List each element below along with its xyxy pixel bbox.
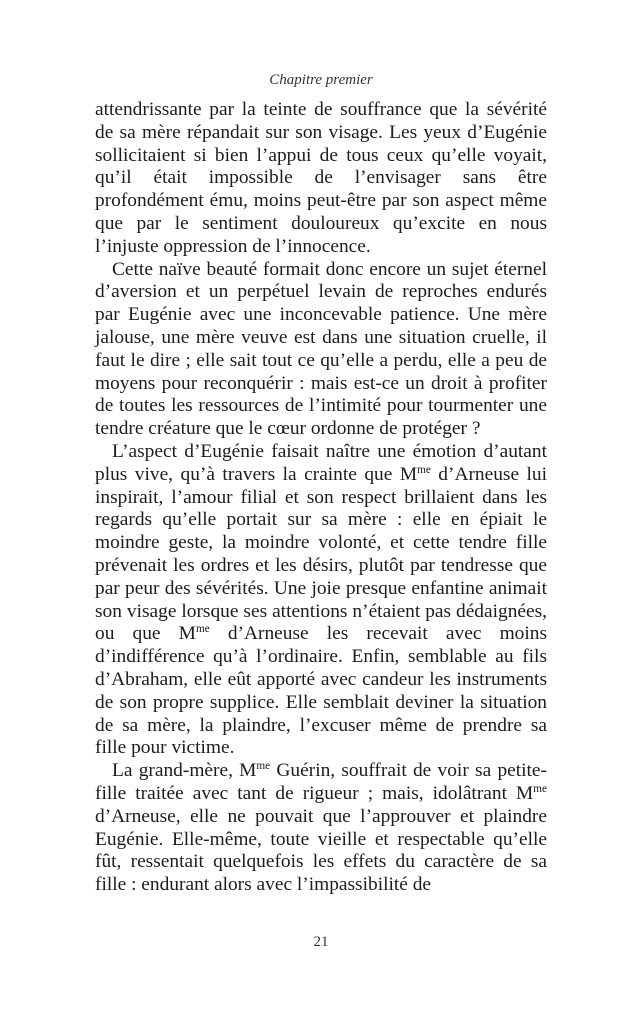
page-number: 21 [313,934,329,950]
body-text [95,99,547,897]
paragraph [95,259,547,441]
superscript-abbreviation: me [533,782,547,795]
text-run: d’Arneuse, elle ne pouvait que l’approuver et plaindre Eugénie. Elle-même, toute vieille et respectable qu’elle fût, ressentait quelquefois les effets du caractère de sa fille : endurant alors avec l’impassibilité de [95,805,547,896]
text-run: d’Arneuse lui inspirait, l’amour filial et son respect brillaient dans les regards qu’elle portait sur sa mère : elle en épiait le moindre geste, la moindre volonté, et cette tendre fille prévenait les ordres et les désirs, plutôt par tendresse que par peur des sévérités. Une joie presque enfantine animait son visage lorsque ses attentions n’étaient pas dédaignées, ou que M [95,463,547,645]
text-run: d’Arneuse les recevait avec moins d’indifférence qu’à l’ordinaire. Enfin, semblable au fils d’Abraham, elle eût apporté avec candeur les instruments de son propre supplice. Elle semblait deviner la situation de sa mère, la plaindre, l’excuser même de prendre sa fille pour victime. [95,623,547,759]
paragraph [95,99,547,259]
superscript-abbreviation: me [256,760,271,773]
text-run: attendrissante par la teinte de souffrance que la sévérité de sa mère répandait sur son visage. Les yeux d’Eugénie sollicitaient si bien l’appui de tous ceux qu’elle voyait, qu’il était impossible de l’envisager sans être profondément ému, moins peut-être par son aspect même que par le sentiment douloureux qu’excite en nous l’injuste oppression de l’innocence. [95,99,547,257]
running-header: Chapitre premier [269,72,373,88]
text-run: La grand-mère, M [112,760,257,782]
paragraph [95,441,547,760]
text-run: Cette naïve beauté formait donc encore un sujet éternel d’aversion et un perpétuel levain de reproches endurés par Eugénie avec une inconcevable patience. Une mère jalouse, une mère veuve est dans une situation cruelle, il faut le dire ; elle sait tout ce qu’elle a perdu, elle a peu de moyens pour reconquérir : mais est-ce un droit à profiter de toutes les ressources de l’intimité pour tourmenter une tendre créature que le cœur ordonne de protéger ? [95,258,547,440]
text-run: Guérin, souffrait de voir sa petite-fille traitée avec tant de rigueur ; mais, idolâtrant M [95,760,547,804]
text-run: L’aspect d’Eugénie faisait naître une émotion d’autant plus vive, qu’à travers la crainte que M [95,440,547,485]
superscript-abbreviation: me [417,463,431,476]
paragraph [95,760,547,897]
superscript-abbreviation: me [195,623,210,636]
